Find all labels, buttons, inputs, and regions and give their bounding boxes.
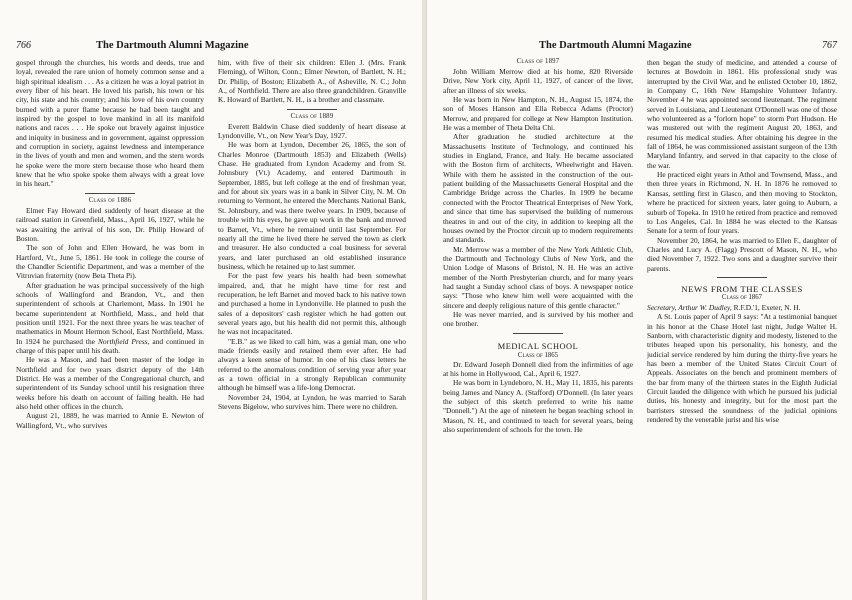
paragraph: him, with five of their six children: Ellen J. (Mrs. Frank Fleming), of Wilton, Conn.; Elmer Newton, of Bartlett, N. H.; Dr. Philip, of Boston; Elizabeth A., of Asheville, N. C.; John A., of Northfield. There are also three grandchildren. Granville K. Howard of Bartlett, N. H., is a brother and classmate. bbox=[218, 58, 406, 105]
paragraph: Everett Baldwin Chase died suddenly of heart disease at Lyndonville, Vt., on New Year's Day, 1927. bbox=[218, 121, 406, 141]
column-2 bbox=[218, 58, 406, 594]
paragraph: He was born at Lyndon, December 26, 1865, the son of Charles Monroe (Dartmouth 1853) and Elizabeth (Wells) Chase. He graduated from Lyndon Academy and from St. Johnsbury (Vt.) Academy, and entered Dartmouth in September, 1885, but left college at the end of freshman year, and for about six years was in a bank in Silver City, N. M. On returning to Vermont, he entered the Merchants National Bank, St. Johnsbury, and was there twelve years. In 1909, because of trouble with his eyes, he gave up work in the bank and moved to Barnet, Vt., where he remained until last September. For nearly all the time he lived there he served the town as clerk and treasurer. He also conducted a coal business for several years, and later purchased an old established insurance business, which he retained up to last summer. bbox=[218, 140, 406, 271]
paragraph: gospel through the churches, his words and deeds, true and loyal, revealed the rare union of homely common sense and a high spiritual idealism . . . As a citizen he was a loyal patriot in every fiber of his heart. He loved his parish, his town or his city, his state and his country; and his love of his own country burned with a purer flame because he had been taught and inspired by the gospel to love mankind in all its manifold nations and races . . . He spoke out bravely against injustice and iniquity in business and in government, against oppression and corruption in society, against lewdness and intemperance in the lives of youth and men and women, and the stern words he spoke were the more stern because those who heard them knew that he who spoke spoke them always with a great love in his heart." bbox=[16, 58, 204, 189]
divider-rule bbox=[85, 193, 135, 194]
paragraph bbox=[16, 281, 204, 356]
right-page bbox=[426, 0, 852, 600]
divider-rule bbox=[513, 333, 563, 334]
paragraph: A St. Louis paper of April 9 says: "At a testimonial banquet in his honor at the Chase Hotel last night, Judge Walter H. Sanborn, with characteristic dignity and modesty, listened to the tributes heaped upon his personality, his honesty, and the judicial service rendered by him during the thirty-five years he has been a member of the United States Circuit Court of Appeals. Associates on the bench and prominent members of the bar from many of the thirteen states in the Eighth Judicial Circuit lauded the diligence with which he pursued his judicial duties, his honesty and integrity, but for the most part the barristers stressed the soundness of the judicial opinions rendered by the venerable jurist and his wise bbox=[647, 312, 837, 425]
paragraph: Mr. Merrow was a member of the New York Athletic Club, the Dartmouth and Technology Clubs of New York, and the Union Lodge of Masons of Bristol, N. H. He was an active member of the North Presbyterian church, and for many years had taught a Sunday school class of boys. A newspaper notice says: "Those who knew him well were acquainted with the sincere and deeply religious nature of this gentle character." bbox=[443, 244, 633, 310]
class-heading: Class of 1867 bbox=[721, 293, 763, 301]
page-number: 767 bbox=[822, 40, 837, 51]
secretary-label: Secretary, Arthur W. Dudley, bbox=[647, 302, 732, 312]
paragraph: He was never married, and is survived by his mother and one brother. bbox=[443, 309, 633, 329]
divider-rule bbox=[717, 277, 767, 278]
text-run: After graduation he was principal successively of the high schools of Wallingford and Brandon, Vt., and then superintendent of schools at Charlemont, Mass. In 1901 he became superintendent at Northfield, Mass., and held that position until 1921. For the next three years he was teacher of mathematics in Mount Hermon School, East Northfield, Mass. In 1924 he purchased the bbox=[16, 280, 204, 346]
paragraph: John William Merrow died at his home, 820 Riverside Drive, New York city, April 11, 1927, of cancer of the liver, after an illness of six weeks. bbox=[443, 67, 633, 95]
paragraph: Dr. Edward Joseph Donnell died from the infirmities of age at his home in Hollywood, Cal., April 6, 1927. bbox=[443, 359, 633, 378]
paragraph: then began the study of medicine, and attended a course of lectures at Bowdoin in 1861. His professional study was interrupted by the Civil War, and he enlisted October 10, 1862, in Company C, 16th New Hampshire Volunteer Infantry. November 4 he was appointed second lieutenant. The regiment served in Louisiana, and Lieutenant O'Donnell was one of those who volunteered as a "forlorn hope" to storm Port Hudson. He was mustered out with the regiment August 20, 1863, and resumed his medical studies. After obtaining his degree in the fall of 1864, he was commissioned assistant surgeon of the 13th Maryland Infantry, and served in that capacity to the close of the war. bbox=[647, 58, 837, 170]
magazine-title: The Dartmouth Alumni Magazine bbox=[96, 40, 249, 51]
class-heading: Class of 1865 bbox=[517, 351, 559, 359]
paragraph: He was born in Lyndeboro, N. H., May 11, 1835, his parents being James and Nancy A. (Stafford) O'Donnell. (In later years the subject of this sketch preferred to write his name "Donnell.") At the age of nineteen he began teaching school in Mason, N. H., and continued to teach for several years, being also superintendent of schools for the town. He bbox=[443, 378, 633, 435]
column-1 bbox=[16, 58, 204, 594]
page-number: 766 bbox=[16, 40, 31, 51]
paragraph: Elmer Fay Howard died suddenly of heart disease at the railroad station in Greenfield, Mass., April 16, 1927, while he was awaiting the arrival of his son, Dr. Philip Howard of Boston. bbox=[16, 205, 204, 243]
left-page bbox=[0, 0, 423, 600]
running-head-right bbox=[443, 40, 837, 54]
paragraph: After graduation he studied architecture at the Massachusetts Institute of Technology, and continued his studies in England, France, and Italy. He became associated with the Boston firm of architects, Wheelwright and Haven. While with them he assisted in the construction of the out-patient building of the Massachusetts General Hospital and the Cambridge Bridge across the Charles. In 1909 he became connected with the Proctor Theatrical Enterprises of New York, and since that time has supervised the building of numerous theatres in and out of the city, in addition to keeping all the houses owned by the Proctor circuit up to modern requirements and standards. bbox=[443, 132, 633, 245]
paragraph: He practiced eight years in Athol and Townsend, Mass., and then three years in Richmond, N. H. In 1876 he removed to Kansas, settling first in Glasco, and then moving to Stockton, where he practiced for sixteen years, later going to Auburn, a suburb of Topeka. In 1910 he retired from practice and removed to Los Angeles, Cal. In 1884 he was elected to the Kansas Senate for a term of four years. bbox=[647, 170, 837, 236]
section-heading: NEWS FROM THE CLASSES bbox=[681, 283, 803, 294]
column-1 bbox=[443, 58, 633, 594]
text-run: , and continued in charge of this paper until his death. bbox=[16, 336, 204, 355]
paragraph: For the past few years his health had been somewhat impaired, and, that he might have time for rest and recuperation, he left Barnet and moved back to his native town and purchased a home in Lyndonville. He planned to push the sales of a depositors' cash register which he had gotten out several years ago, but his health did not permit this, although he was not incapacitated. bbox=[218, 271, 406, 337]
paragraph: The son of John and Ellen Howard, he was born in Hartford, Vt., June 5, 1861. He took in college the course of the Chandler Scientific Department, and was a member of the Vitruvian fraternity (now Beta Theta Pi). bbox=[16, 243, 204, 281]
paragraph: He was born in New Hampton, N. H., August 15, 1874, the son of Moses Hanson and Ella Rebecca Adams (Proctor) Merrow, and prepared for college at New Hampton Institution. He was a member of Theta Delta Chi. bbox=[443, 95, 633, 133]
secretary-line bbox=[647, 303, 837, 312]
paragraph: November 24, 1904, at Lyndon, he was married to Sarah Stevens Bigelow, who survives him. There were no children. bbox=[218, 392, 406, 412]
paragraph: August 21, 1889, he was married to Annie E. Newton of Wallingford, Vt., who survives bbox=[16, 411, 204, 430]
right-columns bbox=[443, 58, 837, 594]
divider-rule bbox=[287, 109, 337, 110]
running-head-left bbox=[16, 40, 406, 54]
column-2 bbox=[647, 58, 837, 594]
section-heading: MEDICAL SCHOOL bbox=[497, 341, 579, 351]
left-columns bbox=[16, 58, 406, 594]
paragraph: November 20, 1864, he was married to Ellen F., daughter of Charles and Lucy A. (Flagg) Prescott of Mason, N. H., who died November 7, 1922. Two sons and a daughter survive their parents. bbox=[647, 235, 837, 273]
italic-title: Northfield Press bbox=[97, 336, 148, 346]
paragraph: "E.B." as we liked to call him, was a genial man, one who made friends easily and retained them ever after. He had always a keen sense of humor. In one of his class letters he referred to the anomalous condition of serving year after year as a town official in a strongly Republican community although he himself was a life-long Democrat. bbox=[218, 336, 406, 393]
secretary-address: R.F.D.'1, Exeter, N. H. bbox=[731, 302, 801, 312]
paragraph: He was a Mason, and had been master of the lodge in Northfield and for two years district deputy of the 14th District. He was a member of the Congregational church, and superintendent of its Sunday school until his resignation three weeks before his death on account of failing health. He had also held other offices in the church. bbox=[16, 355, 204, 412]
magazine-title: The Dartmouth Alumni Magazine bbox=[539, 40, 692, 51]
class-heading: Class of 1889 bbox=[290, 112, 334, 120]
class-heading: Class of 1886 bbox=[88, 196, 132, 204]
class-heading: Class of 1897 bbox=[516, 58, 560, 65]
